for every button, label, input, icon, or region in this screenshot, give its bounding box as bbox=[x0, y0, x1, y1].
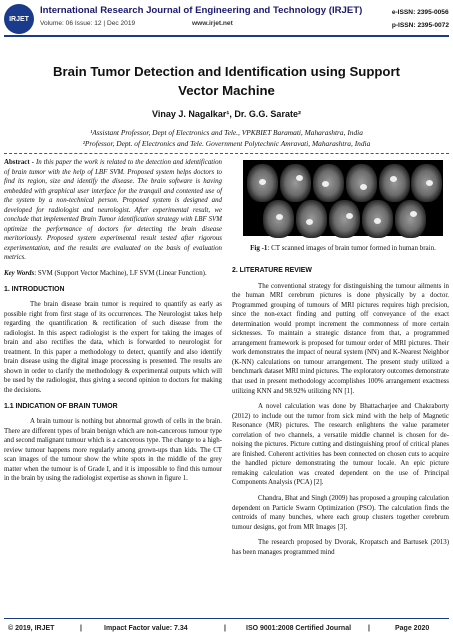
ct-scan-image bbox=[296, 200, 327, 238]
footer-separator: | bbox=[80, 625, 82, 632]
footer-impact-factor: Impact Factor value: 7.34 bbox=[104, 625, 188, 632]
header-rule bbox=[4, 35, 449, 37]
authors: Vinay J. Nagalkar¹, Dr. G.G. Sarate² bbox=[152, 109, 301, 119]
ct-scan-image bbox=[362, 200, 393, 238]
abstract-label: Abstract - bbox=[4, 159, 34, 166]
paper-title bbox=[0, 62, 453, 100]
literature-paragraph-2: A novel calculation was done by Bhattacharjee and Chakraborty (2012) to include out the tumor from sick mind with the help of Magnetic Resonance (MR) pictures. The research enlightens the value parameter correlation of two channels, a versatile middle channel is chosen for de-noising the pictures. Picture cutting and distinguishing proof of critical planes are finished. Coherent activities has been connected on chosen cuts to acquire the handled picture demonstrating the tumour locale. An epic picture remaking calculation was created dependent on the use of Principal Components Analysis (PCA) [2]. bbox=[232, 403, 449, 487]
eissn: e-ISSN: 2395-0056 bbox=[391, 9, 449, 16]
ct-scan-image bbox=[411, 164, 442, 202]
keywords-text: : SVM (Support Vector Machine), LF SVM (Linear Function). bbox=[34, 270, 207, 278]
ct-scan-image bbox=[329, 200, 360, 238]
title-line-2: Vector Machine bbox=[178, 83, 275, 98]
section-separator bbox=[4, 153, 449, 154]
pissn: p-ISSN: 2395-0072 bbox=[391, 22, 449, 29]
literature-paragraph-3: Chandra, Bhat and Singh (2009) has proposed a grouping calculation dependent on Particle Swarm Optimization (PSO). The calculation finds the centroids of many bunches, where each group clusters together cerebrum tumour designs, got from MR Images [3]. bbox=[232, 495, 449, 531]
ct-scan-image bbox=[346, 164, 377, 202]
keywords-label: Key Words bbox=[4, 270, 35, 278]
left-column bbox=[4, 158, 222, 484]
figure-label: Fig -1 bbox=[250, 244, 268, 252]
logo-text: IRJET bbox=[9, 15, 29, 23]
footer-separator: | bbox=[224, 625, 226, 632]
figure-caption bbox=[243, 244, 443, 254]
ct-scan-image bbox=[379, 164, 410, 202]
figure-caption-text: : CT scanned images of brain tumor formed in human brain. bbox=[267, 244, 436, 252]
journal-header bbox=[0, 0, 453, 44]
right-column bbox=[232, 266, 449, 557]
abstract bbox=[4, 158, 222, 263]
page-footer bbox=[0, 618, 453, 640]
footer-copyright: © 2019, IRJET bbox=[8, 625, 55, 632]
ct-scan-image bbox=[263, 200, 294, 238]
irjet-logo bbox=[4, 4, 34, 34]
literature-paragraph-1: The conventional strategy for distinguishing the tumour ailments in the human MRI cerebrum pictures is done physically by a doctor. Programmed grouping of tumours of MRI pictures requires high precision, since the non-exact finding and putting off conveyance of the exact determination would prompt increment the commonness of more certain sicknesses. To maintain a strategic distance from that, a programmed arrangement framework is proposed for tumour order of MRI pictures. Their work demonstrates the impact of neural system (NN) and K-Nearest Neighbor (K-NN) calculations on tumour arrangement. The present study utilized a benchmark dataset MRI mind pictures. The exploratory outcomes demonstrate that used in present methodology accomplishes 100% arrangement exactness utilizing KNN and 98.92% utilizing NN [1]. bbox=[232, 282, 449, 395]
abstract-text: In this paper the work is related to the detection and identification of brain tumor with the help of LBF SVM. Proposed system helps doctors to find its region, size and identify the disease. The brain software is having embedded with graphical user interface for the tranquil and contented use of the system by a non-technical person. Proposed system is designed and developed for radiologist and neurologist. After experimental result, we conclude that implemented Brain Tumor identification strategy with LBF SVM optimize the performance of doctors for detecting the brain disease meritoriously. Proposed system experimental result tested after rigorous experimentation, and the results are evaluated on the basis of evaluation metrics. bbox=[4, 159, 222, 262]
introduction-text: The brain disease brain tumor is required to quantify as early as possible right from first stage of its occurrences. The Neurologist takes help regarding the quantification & rectification of such disease from the radiologist. In this aspect radiologist is the expert for taking the images of brain and also rectifies the data, which is forwarded to neurologist for treatment. In this paper a methodology to detect, quantify and also identify brain disease using the digital image processing is presented. The results are shown in order to clarify the methodology & experimental outputs which will be used by the radiologist, thus giving a second opinion to doctors for making the decisions. bbox=[4, 301, 222, 395]
section-heading-indication: 1.1 INDICATION OF BRAIN TUMOR bbox=[4, 402, 118, 410]
literature-paragraph-4: The research proposed by Dvorak, Kropatsch and Bartusek (2013) has been manages programmed mind bbox=[232, 539, 449, 556]
volume-issue: Volume: 06 Issue: 12 | Dec 2019 bbox=[40, 20, 136, 27]
section-heading-literature-review: 2. LITERATURE REVIEW bbox=[232, 267, 312, 274]
ct-scan-image bbox=[313, 164, 344, 202]
footer-separator: | bbox=[368, 625, 370, 632]
journal-website: www.irjet.net bbox=[192, 20, 233, 27]
section-heading-introduction: 1. INTRODUCTION bbox=[4, 285, 65, 293]
ct-scan-figure bbox=[243, 160, 443, 236]
ct-scan-image bbox=[280, 164, 311, 202]
footer-page-number: Page 2020 bbox=[395, 625, 430, 632]
affiliation-1: ¹Assistant Professor, Dept of Electronics and Tele., VPKBIET Baramati, Maharashtra, India bbox=[90, 128, 363, 137]
keywords bbox=[4, 269, 222, 279]
title-line-1: Brain Tumor Detection and Identification using Support bbox=[52, 64, 401, 79]
ct-scan-image bbox=[395, 200, 426, 238]
issn-block bbox=[392, 6, 449, 32]
footer-iso: ISO 9001:2008 Certified Journal bbox=[246, 625, 352, 632]
indication-text: A brain tumour is nothing but abnormal growth of cells in the brain. There are different types of brain benign which are non-cancerous tumour type and second malignant tumour which is a cancerous type. The change to a high-review tumour happens more regularly among grown-ups than kids. The CT scan images of the tumour show the white spots in the middle of the grey matter when the tumour is of Grade I, and it is impossible to find this tumour in the brain by using the radiologist expertise as shown in figure 1. bbox=[4, 418, 222, 483]
footer-rule bbox=[4, 618, 449, 619]
affiliation-2: ²Professor, Dept. of Electronics and Tele. Government Polytechnic Amravati, Maharashtra, India bbox=[82, 139, 371, 148]
journal-name: International Research Journal of Engineering and Technology (IRJET) bbox=[40, 5, 363, 16]
ct-scan-image bbox=[247, 164, 278, 202]
